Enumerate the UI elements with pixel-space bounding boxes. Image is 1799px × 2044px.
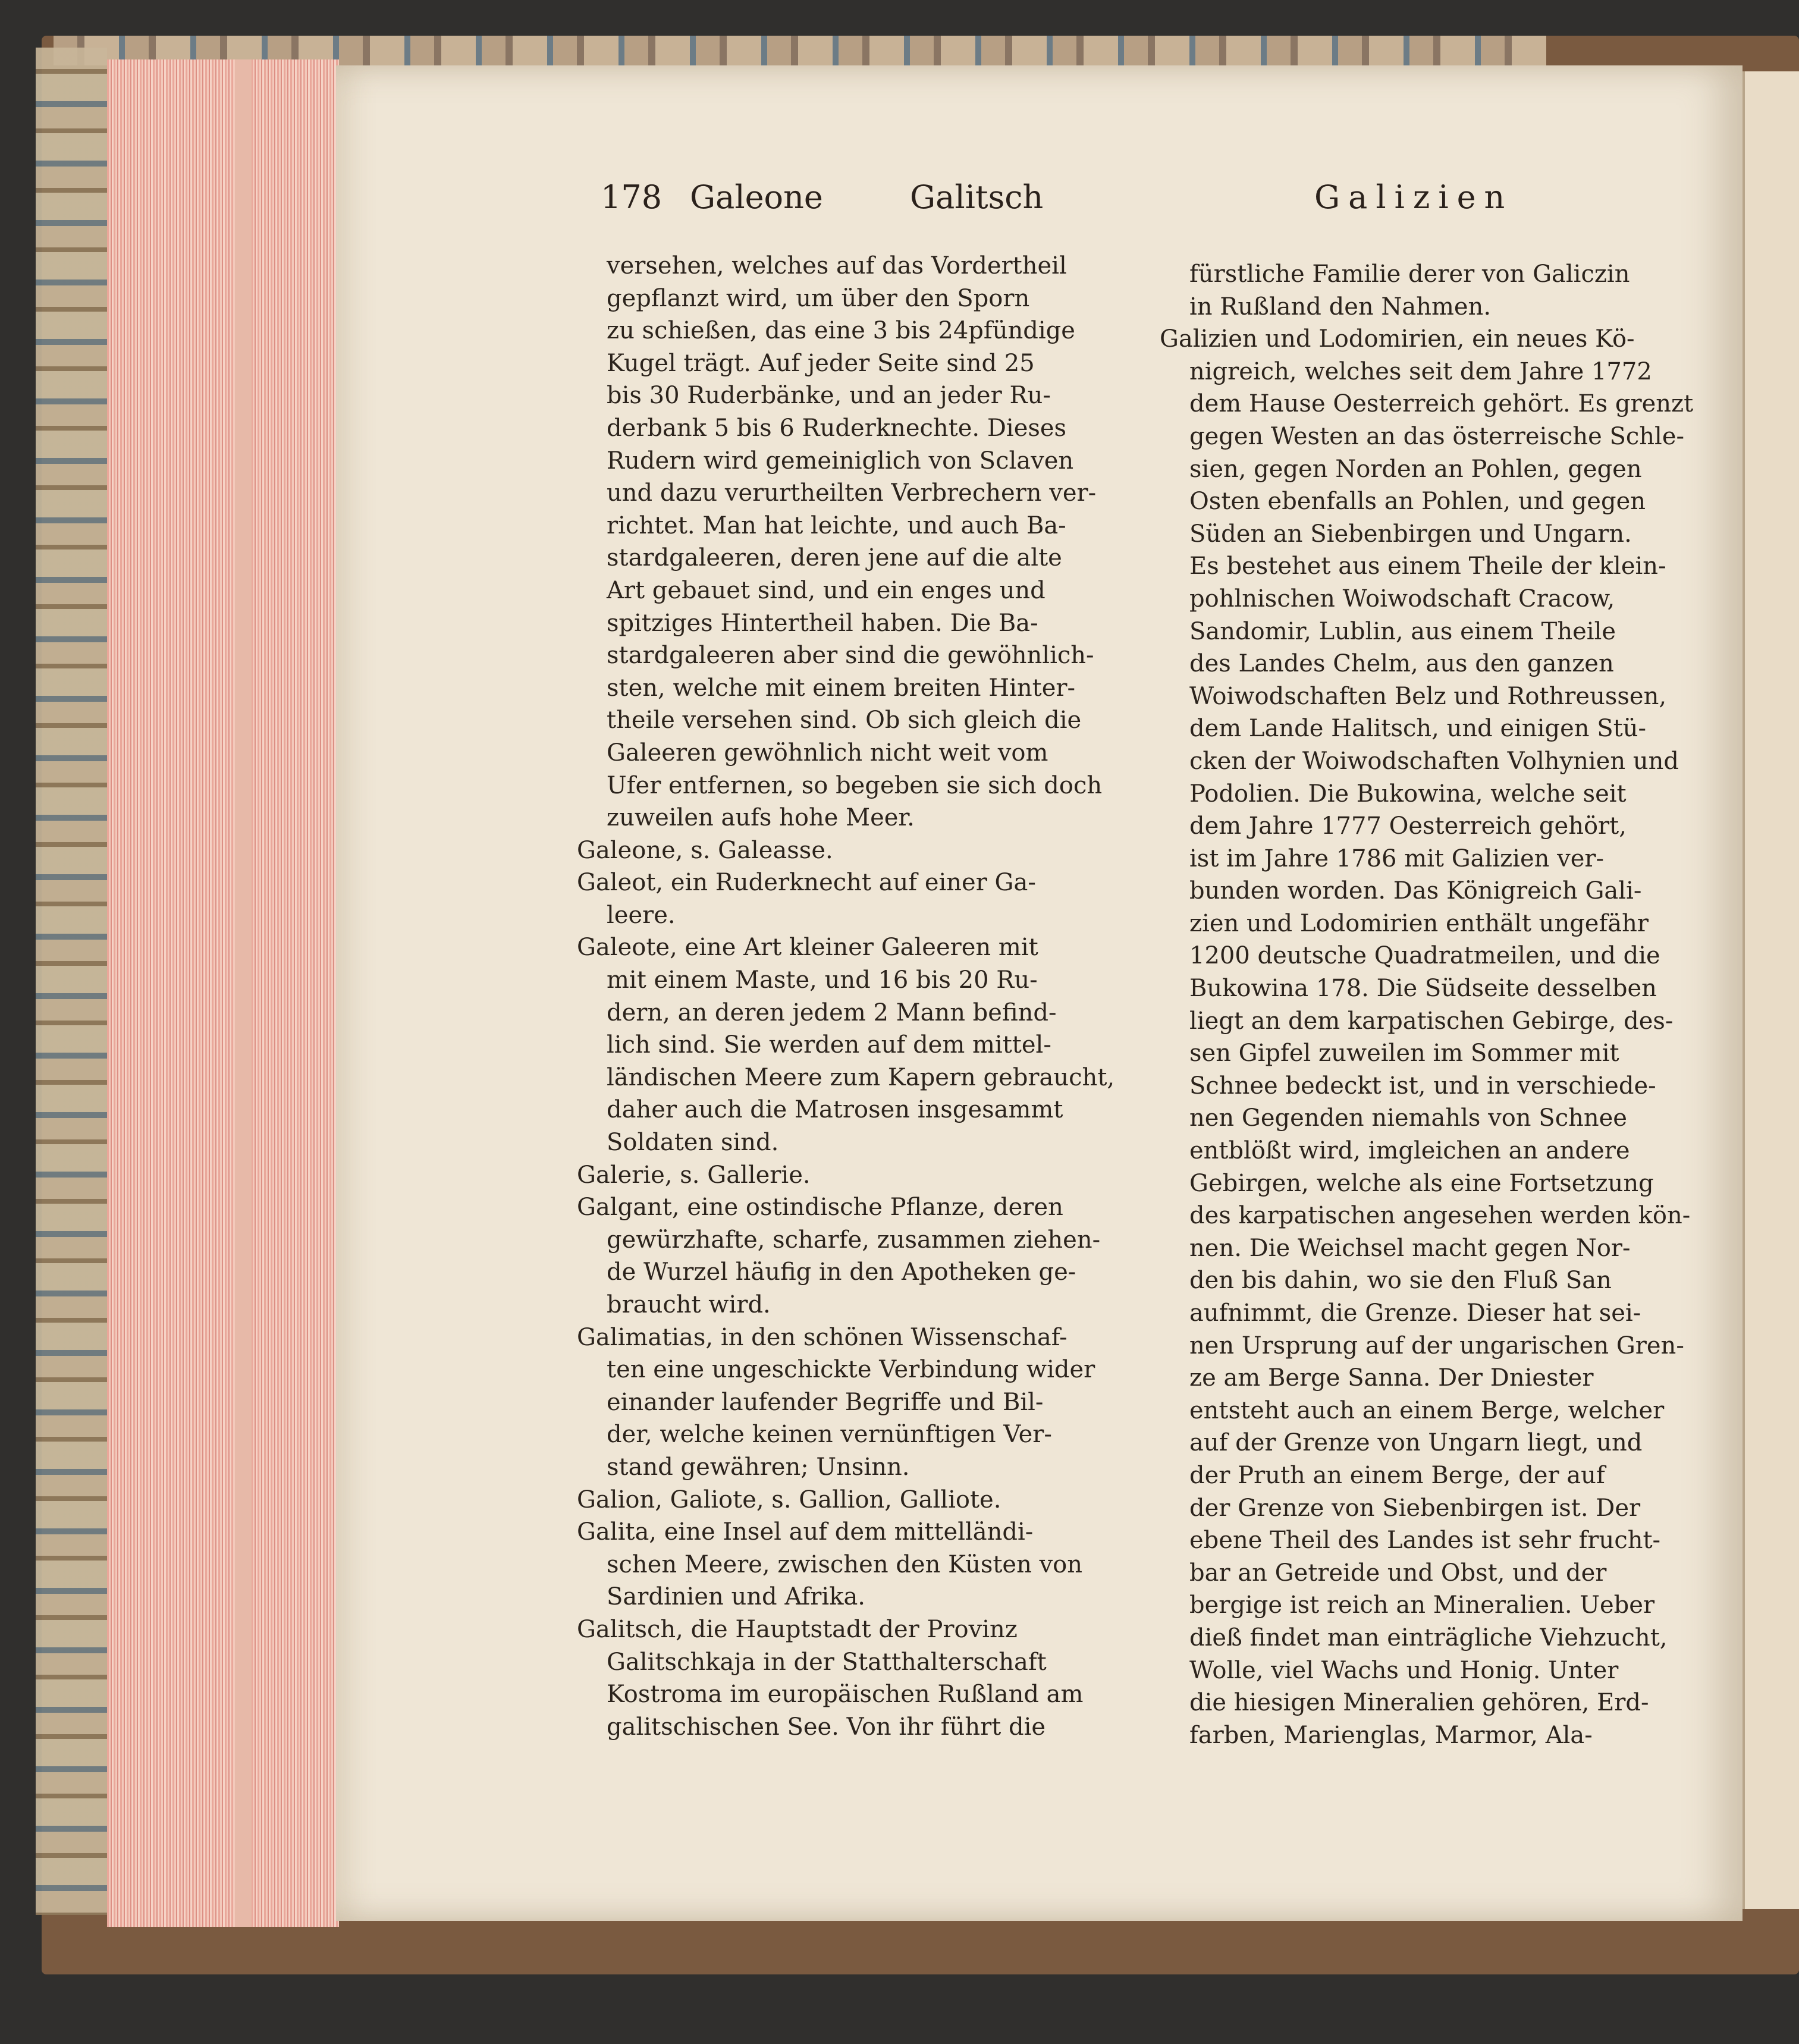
right-column [1160, 258, 1695, 1751]
left-column [577, 250, 1130, 1743]
text-line: bis 30 Ruderbänke, und an jeder Ru- [607, 382, 1051, 410]
text-line: stand gewähren; Unsinn. [607, 1453, 910, 1481]
page-header [601, 178, 1612, 226]
next-page-edge [1743, 71, 1799, 1909]
text-line: mit einem Maste, und 16 bis 20 Ru- [607, 966, 1038, 994]
text-line: der, welche keinen vernünftigen Ver- [607, 1421, 1052, 1449]
entry-headword-line: Galizien und Lodomirien, ein neues Kö- [1160, 325, 1635, 353]
text-line: ländischen Meere zum Kapern gebraucht, [607, 1063, 1115, 1091]
text-line: sien, gegen Norden an Pohlen, gegen [1189, 455, 1642, 483]
page-edges [107, 59, 339, 1927]
text-line: spitziges Hintertheil haben. Die Ba- [607, 609, 1038, 637]
text-line: sen Gipfel zuweilen im Sommer mit [1189, 1040, 1619, 1067]
text-line: Sandomir, Lublin, aus einem Theile [1189, 617, 1616, 645]
text-line: der Pruth an einem Berge, der auf [1189, 1461, 1605, 1489]
text-line: Osten ebenfalls an Pohlen, und gegen [1189, 488, 1646, 516]
text-line: ten eine ungeschickte Verbindung wider [607, 1356, 1095, 1384]
text-line: zuweilen aufs hohe Meer. [607, 804, 915, 832]
entry-headword-line: Galeot, ein Ruderknecht auf einer Ga- [577, 869, 1036, 897]
text-line: derbank 5 bis 6 Ruderknechte. Dieses [607, 414, 1067, 442]
text-line: Soldaten sind. [607, 1129, 779, 1157]
text-line: nen Gegenden niemahls von Schnee [1189, 1104, 1627, 1132]
text-line: de Wurzel häufig in den Apotheken ge- [607, 1258, 1076, 1286]
text-line: nigreich, welches seit dem Jahre 1772 [1189, 357, 1652, 385]
text-line: ze am Berge Sanna. Der Dniester [1189, 1364, 1594, 1392]
text-line: Woiwodschaften Belz und Rothreussen, [1189, 682, 1667, 710]
text-line: die hiesigen Mineralien gehören, Erd- [1189, 1689, 1649, 1717]
text-line: pohlnischen Woiwodschaft Cracow, [1189, 585, 1615, 613]
text-line: lich sind. Sie werden auf dem mittel- [607, 1031, 1051, 1059]
text-line: Bukowina 178. Die Südseite desselben [1189, 975, 1657, 1003]
header-keyword-right: Galizien [1314, 178, 1514, 216]
text-line: ebene Theil des Landes ist sehr frucht- [1189, 1527, 1661, 1555]
header-keyword-center: Galitsch [910, 178, 1044, 216]
text-line: theile versehen sind. Ob sich gleich die [607, 707, 1082, 734]
text-line: braucht wird. [607, 1291, 771, 1318]
text-line: Es bestehet aus einem Theile der klein- [1189, 552, 1666, 580]
text-line: zu schießen, das eine 3 bis 24pfündige [607, 317, 1075, 345]
text-line: Schnee bedeckt ist, und in verschiede- [1189, 1072, 1656, 1100]
text-line: gegen Westen an das österreische Schle- [1189, 422, 1685, 450]
page-number: 178 [601, 178, 663, 216]
text-line: gepflanzt wird, um über den Sporn [607, 284, 1030, 312]
text-line: des Landes Chelm, aus den ganzen [1189, 650, 1614, 678]
entry-headword-line: Galeote, eine Art kleiner Galeeren mit [577, 934, 1038, 962]
text-line: Galitschkaja in der Statthalterschaft [607, 1648, 1047, 1676]
text-line: stardgaleeren aber sind die gewöhnlich- [607, 642, 1094, 670]
text-line: Süden an Siebenbirgen und Ungarn. [1189, 520, 1632, 548]
text-line: Galeeren gewöhnlich nicht weit vom [607, 739, 1048, 767]
entry-headword-line: Galitsch, die Hauptstadt der Provinz [577, 1615, 1018, 1643]
header-keyword-left: Galeone [690, 178, 823, 216]
text-line: farben, Marienglas, Marmor, Ala- [1189, 1721, 1593, 1749]
text-line: schen Meere, zwischen den Küsten von [607, 1550, 1083, 1578]
text-line: bunden worden. Das Königreich Gali- [1189, 877, 1642, 905]
text-line: entsteht auch an einem Berge, welcher [1189, 1396, 1665, 1424]
text-line: stardgaleeren, deren jene auf die alte [607, 544, 1062, 572]
entry-headword-line: Galion, Galiote, s. Gallion, Galliote. [577, 1486, 1001, 1514]
text-line: einander laufender Begriffe und Bil- [607, 1388, 1044, 1416]
text-line: bar an Getreide und Obst, und der [1189, 1559, 1607, 1587]
text-line: cken der Woiwodschaften Volhynien und [1189, 747, 1679, 775]
text-line: der Grenze von Siebenbirgen ist. Der [1189, 1494, 1641, 1522]
text-line: Gebirgen, welche als eine Fortsetzung [1189, 1169, 1654, 1197]
text-line: ist im Jahre 1786 mit Galizien ver- [1189, 844, 1605, 872]
text-line: den bis dahin, wo sie den Fluß San [1189, 1267, 1612, 1295]
text-line: daher auch die Matrosen insgesammt [607, 1096, 1063, 1124]
text-line: 1200 deutsche Quadratmeilen, und die [1189, 942, 1660, 970]
text-line: dern, an deren jedem 2 Mann befind- [607, 999, 1057, 1026]
entry-headword-line: Galimatias, in den schönen Wissenschaf- [577, 1323, 1068, 1351]
text-line: fürstliche Familie derer von Galiczin [1189, 260, 1630, 288]
text-line: sten, welche mit einem breiten Hinter- [607, 674, 1076, 702]
text-line: richtet. Man hat leichte, und auch Ba- [607, 511, 1066, 539]
marbled-cover-edge [36, 48, 107, 1915]
text-line: Sardinien und Afrika. [607, 1583, 866, 1611]
entry-headword-line: Galeone, s. Galeasse. [577, 836, 833, 864]
text-line: Rudern wird gemeiniglich von Sclaven [607, 447, 1074, 475]
text-line: Kugel trägt. Auf jeder Seite sind 25 [607, 349, 1035, 377]
text-line: auf der Grenze von Ungarn liegt, und [1189, 1429, 1643, 1457]
text-line: des karpatischen angesehen werden kön- [1189, 1202, 1691, 1230]
text-line: und dazu verurtheilten Verbrechern ver- [607, 479, 1097, 507]
page-edge-gap [235, 59, 252, 1927]
text-line: Art gebauet sind, und ein enges und [607, 576, 1046, 604]
text-line: Podolien. Die Bukowina, welche seit [1189, 780, 1627, 808]
text-line: leere. [607, 901, 676, 929]
text-line: Kostroma im europäischen Rußland am [607, 1681, 1084, 1709]
text-line: Wolle, viel Wachs und Honig. Unter [1189, 1656, 1619, 1684]
text-line: nen. Die Weichsel macht gegen Nor- [1189, 1234, 1631, 1262]
text-line: dem Jahre 1777 Oesterreich gehört, [1189, 812, 1627, 840]
text-line: dieß findet man einträgliche Viehzucht, [1189, 1624, 1668, 1651]
text-line: nen Ursprung auf der ungarischen Gren- [1189, 1332, 1684, 1359]
text-line: Ufer entfernen, so begeben sie sich doch [607, 771, 1103, 799]
entry-headword-line: Galerie, s. Gallerie. [577, 1161, 811, 1189]
text-line: dem Lande Halitsch, und einigen Stü- [1189, 715, 1646, 743]
text-line: galitschischen See. Von ihr führt die [607, 1713, 1046, 1741]
text-line: versehen, welches auf das Vordertheil [607, 252, 1067, 280]
text-line: dem Hause Oesterreich gehört. Es grenzt [1189, 390, 1694, 418]
text-line: in Rußland den Nahmen. [1189, 293, 1492, 321]
text-line: entblößt wird, imgleichen an andere [1189, 1137, 1630, 1165]
text-line: gewürzhafte, scharfe, zusammen ziehen- [607, 1226, 1101, 1254]
text-line: aufnimmt, die Grenze. Dieser hat sei- [1189, 1299, 1641, 1327]
entry-headword-line: Galita, eine Insel auf dem mittelländi- [577, 1518, 1034, 1546]
entry-headword-line: Galgant, eine ostindische Pflanze, deren [577, 1194, 1063, 1222]
text-line: zien und Lodomirien enthält ungefähr [1189, 909, 1649, 937]
text-line: liegt an dem karpatischen Gebirge, des- [1189, 1007, 1674, 1035]
text-line: bergige ist reich an Mineralien. Ueber [1189, 1591, 1655, 1619]
